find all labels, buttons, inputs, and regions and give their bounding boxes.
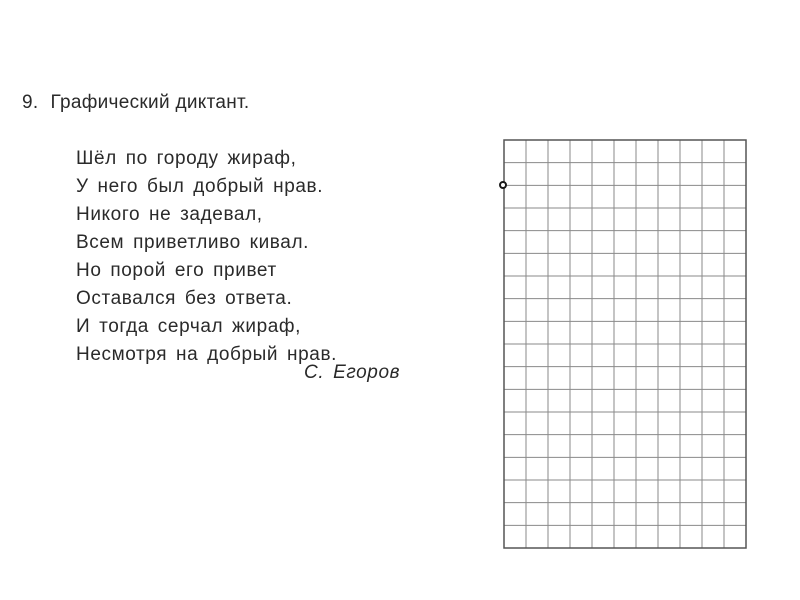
task-number: 9.	[22, 92, 39, 113]
poem-line: Шёл по городу жираф,	[76, 148, 297, 169]
start-point-dot	[499, 181, 507, 189]
poem-line: У него был добрый нрав.	[76, 176, 324, 197]
poem-line: И тогда серчал жираф,	[76, 316, 302, 337]
task-heading	[22, 92, 250, 114]
poem-line: Несмотря на добрый нрав.	[76, 344, 338, 365]
poem-line: Но порой его привет	[76, 260, 277, 281]
poem-line: Никого не задевал,	[76, 204, 263, 225]
poem-line: Оставался без ответа.	[76, 288, 293, 309]
poem-line: Всем приветливо кивал.	[76, 232, 310, 253]
drawing-grid[interactable]	[503, 139, 747, 549]
poem	[76, 145, 436, 369]
poem-author: С. Егоров	[304, 362, 401, 383]
task-title: Графический диктант.	[50, 92, 250, 113]
